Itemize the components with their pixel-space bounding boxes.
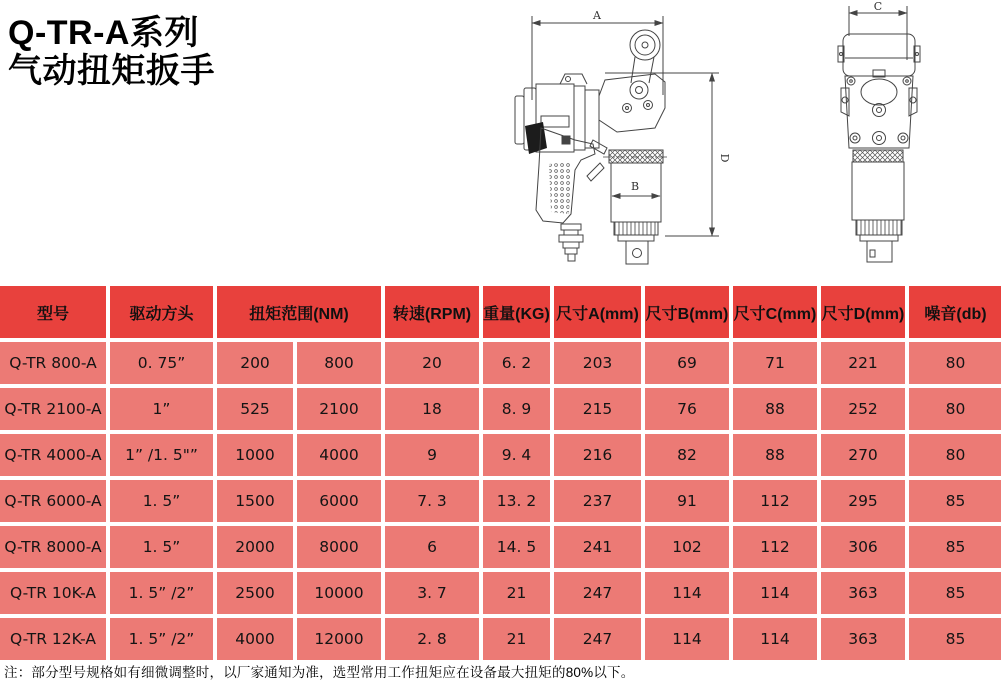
cell-noise: 85 [909, 572, 1001, 614]
cell-torque-max: 2100 [297, 388, 381, 430]
header-dim-b: 尺寸B(mm) [645, 286, 729, 338]
cell-dim-a: 247 [554, 572, 641, 614]
cell-noise: 85 [909, 618, 1001, 660]
cell-weight: 14. 5 [483, 526, 550, 568]
cell-dim-d: 221 [821, 342, 905, 384]
cell-dim-d: 252 [821, 388, 905, 430]
cell-dim-b: 76 [645, 388, 729, 430]
front-view-lines [838, 6, 920, 262]
cell-dim-b: 69 [645, 342, 729, 384]
header-dim-a: 尺寸A(mm) [554, 286, 641, 338]
cell-dim-d: 306 [821, 526, 905, 568]
cell-dim-b: 102 [645, 526, 729, 568]
cell-torque-max: 10000 [297, 572, 381, 614]
dim-label-a: A [593, 9, 601, 22]
header-drive: 驱动方头 [110, 286, 213, 338]
cell-drive: 0. 75” [110, 342, 213, 384]
header-dim-d: 尺寸D(mm) [821, 286, 905, 338]
cell-dim-c: 88 [733, 388, 817, 430]
cell-torque-max: 800 [297, 342, 381, 384]
cell-dim-b: 82 [645, 434, 729, 476]
cell-drive: 1. 5” /2” [110, 572, 213, 614]
cell-drive: 1” /1. 5"” [110, 434, 213, 476]
cell-dim-b: 114 [645, 572, 729, 614]
cell-weight: 21 [483, 618, 550, 660]
cell-drive: 1” [110, 388, 213, 430]
cell-noise: 80 [909, 388, 1001, 430]
cell-speed: 2. 8 [385, 618, 479, 660]
cell-torque-max: 6000 [297, 480, 381, 522]
cell-weight: 6. 2 [483, 342, 550, 384]
cell-dim-c: 114 [733, 618, 817, 660]
cell-weight: 8. 9 [483, 388, 550, 430]
cell-model: Q-TR 12K-A [0, 618, 106, 660]
cell-dim-c: 112 [733, 526, 817, 568]
front-view-drawing [815, 0, 975, 290]
header-model: 型号 [0, 286, 106, 338]
header-noise: 噪音(db) [909, 286, 1001, 338]
page-title [8, 14, 215, 90]
cell-model: Q-TR 4000-A [0, 434, 106, 476]
cell-weight: 13. 2 [483, 480, 550, 522]
cell-torque-min: 2000 [217, 526, 293, 568]
header-speed: 转速(RPM) [385, 286, 479, 338]
cell-torque-min: 200 [217, 342, 293, 384]
cell-torque-min: 525 [217, 388, 293, 430]
cell-speed: 9 [385, 434, 479, 476]
cell-dim-c: 112 [733, 480, 817, 522]
cell-torque-max: 12000 [297, 618, 381, 660]
header-torque-range: 扭矩范围(NM) [217, 286, 381, 338]
header-weight: 重量(KG) [483, 286, 550, 338]
cell-weight: 9. 4 [483, 434, 550, 476]
header-dim-c: 尺寸C(mm) [733, 286, 817, 338]
title-line2: 气动扭矩扳手 [8, 52, 215, 91]
cell-torque-min: 4000 [217, 618, 293, 660]
cell-model: Q-TR 10K-A [0, 572, 106, 614]
cell-weight: 21 [483, 572, 550, 614]
cell-dim-a: 237 [554, 480, 641, 522]
side-view-lines [515, 16, 719, 264]
cell-speed: 20 [385, 342, 479, 384]
cell-drive: 1. 5” [110, 526, 213, 568]
cell-drive: 1. 5” /2” [110, 618, 213, 660]
cell-dim-d: 295 [821, 480, 905, 522]
cell-dim-a: 241 [554, 526, 641, 568]
cell-dim-c: 114 [733, 572, 817, 614]
cell-noise: 80 [909, 434, 1001, 476]
cell-torque-min: 1000 [217, 434, 293, 476]
cell-model: Q-TR 800-A [0, 342, 106, 384]
cell-dim-a: 216 [554, 434, 641, 476]
cell-noise: 80 [909, 342, 1001, 384]
cell-drive: 1. 5” [110, 480, 213, 522]
cell-torque-max: 8000 [297, 526, 381, 568]
cell-torque-min: 2500 [217, 572, 293, 614]
dim-label-d: D [718, 153, 731, 163]
cell-model: Q-TR 2100-A [0, 388, 106, 430]
cell-dim-a: 215 [554, 388, 641, 430]
dim-label-c: C [873, 0, 883, 13]
cell-dim-d: 363 [821, 572, 905, 614]
cell-dim-b: 91 [645, 480, 729, 522]
cell-noise: 85 [909, 526, 1001, 568]
cell-speed: 3. 7 [385, 572, 479, 614]
cell-torque-max: 4000 [297, 434, 381, 476]
cell-model: Q-TR 8000-A [0, 526, 106, 568]
footnote: 注：部分型号规格如有细微调整时，以厂家通知为准，选型常用工作扭矩应在设备最大扭矩的80%以下。 [4, 665, 635, 680]
side-view-drawing [505, 0, 755, 290]
cell-speed: 18 [385, 388, 479, 430]
cell-model: Q-TR 6000-A [0, 480, 106, 522]
cell-dim-b: 114 [645, 618, 729, 660]
cell-dim-c: 71 [733, 342, 817, 384]
spec-table [0, 286, 1001, 660]
cell-dim-d: 270 [821, 434, 905, 476]
title-line1: Q-TR-A系列 [8, 14, 199, 52]
dim-label-b: B [630, 180, 640, 193]
cell-dim-c: 88 [733, 434, 817, 476]
cell-dim-a: 203 [554, 342, 641, 384]
cell-noise: 85 [909, 480, 1001, 522]
cell-torque-min: 1500 [217, 480, 293, 522]
cell-dim-a: 247 [554, 618, 641, 660]
cell-speed: 6 [385, 526, 479, 568]
cell-dim-d: 363 [821, 618, 905, 660]
cell-speed: 7. 3 [385, 480, 479, 522]
